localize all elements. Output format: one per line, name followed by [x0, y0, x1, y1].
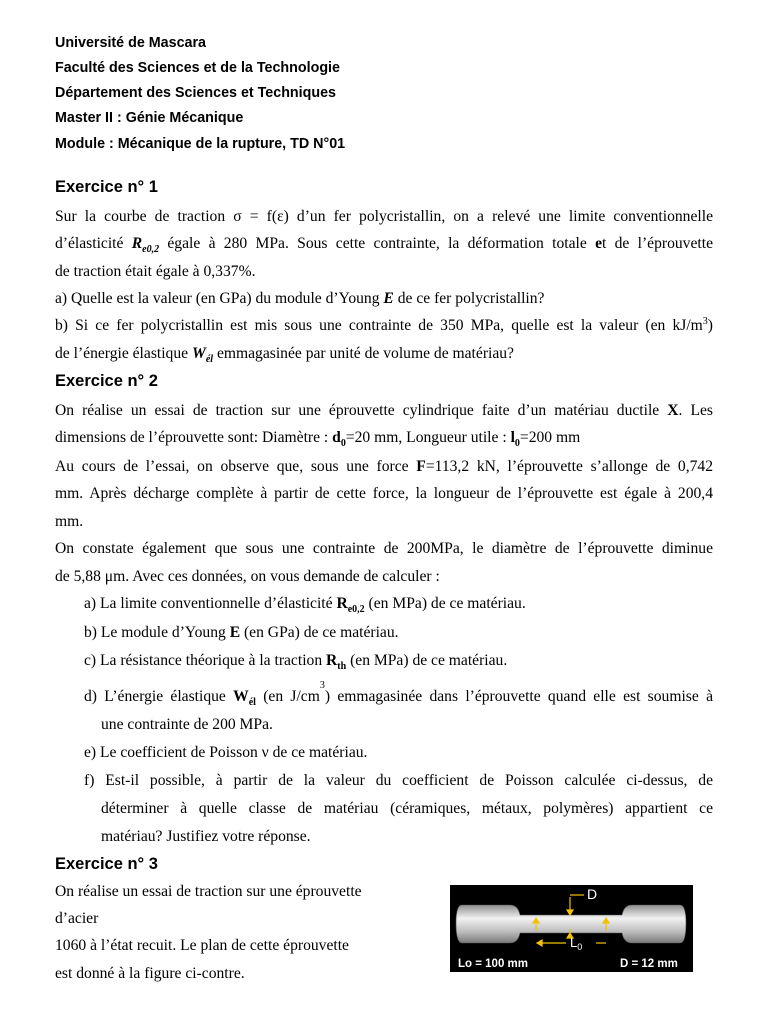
label-d: D — [587, 886, 598, 902]
label-lo-value: Lo = 100 mm — [458, 958, 528, 970]
ex1-question-a: a) Quelle est la valeur (en GPa) du module d’Young E de ce fer polycristallin? — [55, 290, 545, 307]
exercise-2-title: Exercice n° 2 — [55, 372, 158, 390]
ex3-line-3: 1060 à l’état recuit. Le plan de cette éprouvette — [55, 937, 349, 954]
header-department: Département des Sciences et Techniques — [55, 85, 337, 101]
ex1-question-b: b) Si ce fer polycristallin est mis sous une contrainte de 350 MPa, quelle est la valeur (en $kJ/m^3$) — [55, 315, 713, 334]
header-module: Module : Mécanique de la rupture, TD N°01 — [55, 136, 346, 152]
ex1-line-3: de traction était égale à 0,337%. — [55, 263, 256, 280]
ex2-para-mm: mm. — [55, 513, 84, 530]
label-l0: $L_0$ — [570, 935, 583, 952]
header-master: Master II : Génie Mécanique — [55, 110, 244, 126]
exercise-1-title: Exercice n° 1 — [55, 178, 158, 196]
label-d-value: D = 12 mm — [620, 958, 678, 970]
ex3-line-4: est donné à la figure ci-contre. — [55, 965, 245, 982]
ex2-para-calc: de 5,88 μm. Avec ces données, on vous demande de calculer : — [55, 568, 440, 585]
ex1-line-1: Sur la courbe de traction σ = f(ε) d’un fer polycristallin, on a relevé une limite conventionnelle — [55, 208, 713, 225]
ex3-line-1: On réalise un essai de traction sur une éprouvette — [55, 883, 362, 900]
ex2-para-1: On réalise un essai de traction sur une éprouvette cylindrique faite d’un matériau ductile X. Les — [55, 402, 714, 419]
ex2-question-e: e) Le coefficient de Poisson ν de ce matériau. — [84, 744, 368, 761]
ex2-question-f-cont: déterminer à quelle classe de matériau (céramiques, métaux, polymères) appartient ce — [101, 800, 713, 817]
ex2-para-unload: mm. Après décharge complète à partir de cette force, la longueur de l’éprouvette est égale à 200,4 — [55, 485, 713, 502]
ex2-question-f-cont2: matériau? Justifiez votre réponse. — [101, 828, 311, 845]
ex2-question-d: d) L’énergie élastique $W_{él}$ (en $J/cm^3$) emmagasinée dans l’éprouvette quand elle est soumise à — [84, 680, 713, 709]
specimen-figure — [450, 885, 693, 972]
ex2-para-diameter: On constate également que sous une contrainte de 200MPa, le diamètre de l’éprouvette diminue — [55, 540, 713, 557]
ex1-question-b-cont: de l’énergie élastique $W_{él}$ emmagasinée par unité de volume de matériau? — [55, 345, 514, 366]
specimen-diagram — [450, 885, 693, 972]
ex2-question-b: b) Le module d’Young E (en GPa) de ce matériau. — [84, 624, 399, 641]
ex1-line-2: d’élasticité $R_{e0,2}$ égale à 280 MPa. Sous cette contrainte, la déformation totale et de l’éprouvette — [55, 235, 713, 256]
ex2-question-d-cont: une contrainte de 200 MPa. — [101, 716, 273, 733]
exercise-3-title: Exercice n° 3 — [55, 855, 158, 873]
ex2-question-a: a) La limite conventionnelle d’élasticité $R_{e0,2}$ (en MPa) de ce matériau. — [84, 595, 526, 616]
ex2-question-f: f) Est-il possible, à partir de la valeur du coefficient de Poisson calculée ci-dessus, de — [84, 772, 713, 789]
ex2-para-force: Au cours de l’essai, on observe que, sous une force F=113,2 kN, l’éprouvette s’allonge de 0,742 — [55, 458, 713, 475]
header-university: Université de Mascara — [55, 35, 206, 51]
ex3-line-2: d’acier — [55, 910, 99, 927]
ex2-dimensions: dimensions de l’éprouvette sont: Diamètre : $d_0=20$ mm, Longueur utile : $l_0=200$ mm — [55, 429, 581, 450]
ex2-question-c: c) La résistance théorique à la traction $R_{th}$ (en MPa) de ce matériau. — [84, 652, 508, 673]
header-faculty: Faculté des Sciences et de la Technologie — [55, 60, 340, 76]
